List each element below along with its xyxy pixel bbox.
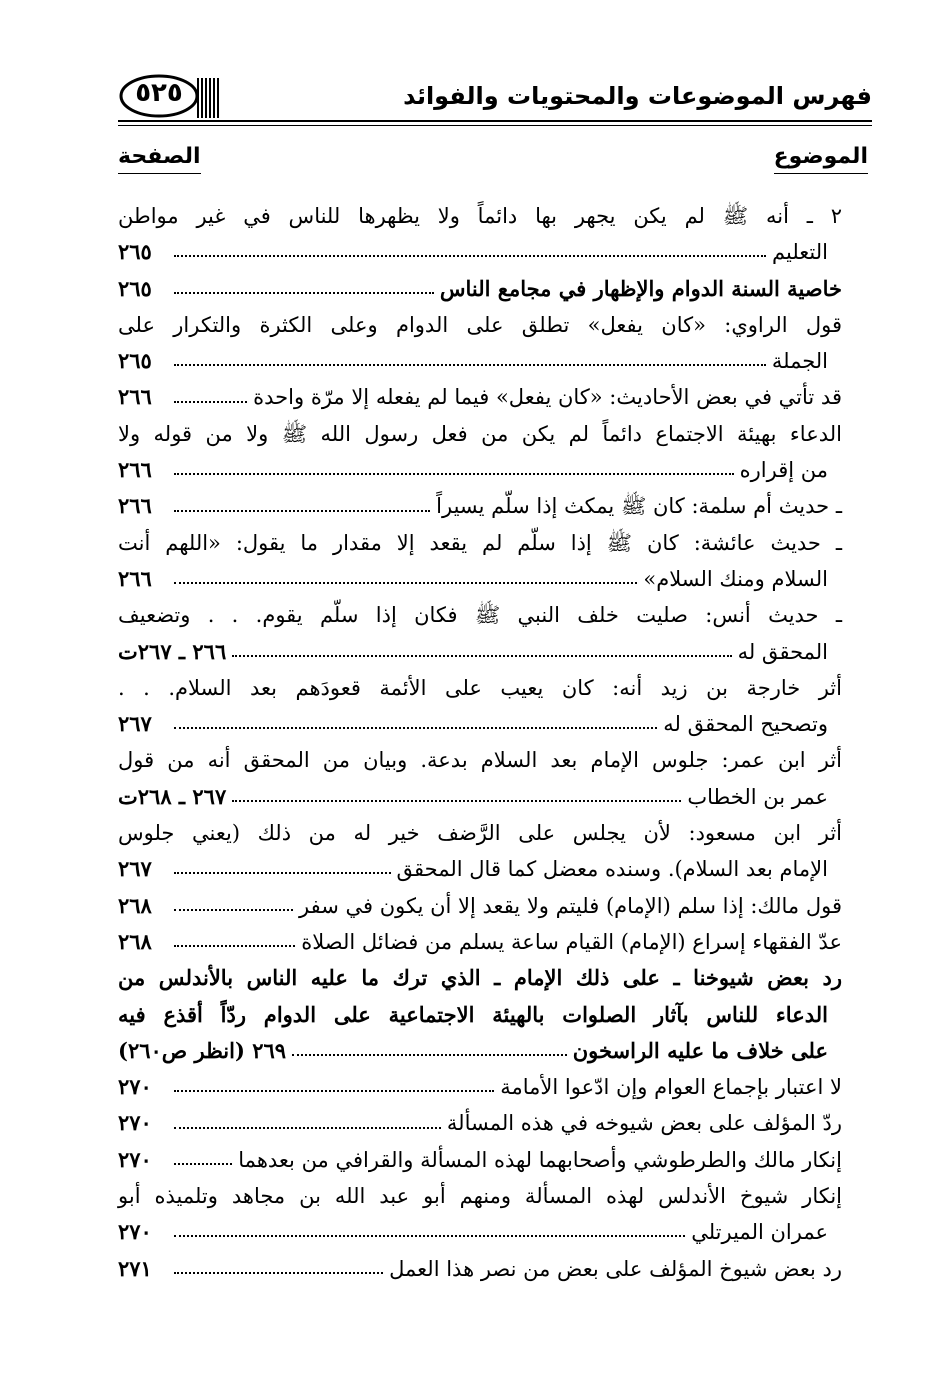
index-entry-line [118,960,842,996]
dot-leader [174,292,434,294]
entry-text: أثر خارجة بن زيد أنه: كان يعيب على الأئمة قعودَهم بعد السلام. . . [118,675,842,700]
dot-leader [174,510,430,512]
index-entry-line [118,561,842,597]
entry-page-number: ٢٦٨ [118,892,152,918]
index-entry [118,1251,842,1287]
entry-page-number: ٢٦٧ [118,711,152,737]
dot-leader [174,401,247,403]
index-entry [118,1178,842,1251]
index-entry [118,525,842,598]
index-entry-line [118,307,842,343]
page-number-badge [118,72,218,120]
dot-leader [174,473,734,475]
index-entry-line [118,597,842,633]
index-entry-line [118,452,842,488]
dot-leader [174,1235,685,1237]
dot-leader [174,255,766,257]
index-entry [118,1142,842,1178]
entry-page-number: ٢٦٥ [118,348,152,374]
entry-text: الجملة [771,349,828,374]
index-entry [118,416,842,489]
index-entry-line [118,924,842,960]
entry-page-number: ٢٦٧ ـ ٢٦٨ت [118,783,227,809]
entry-page-number: ٢٧٠ [118,1219,152,1245]
entry-text: الدعاء للناس بآثار الصلوات بالهيئة الاجتماعية على الدوام ردّاً أقذع فيه [118,1001,828,1027]
index-entries [118,198,842,1287]
dot-leader [174,1127,441,1129]
index-entry [118,1069,842,1105]
index-entry-line [118,634,842,670]
index-entry-line [118,234,842,270]
column-header-topic-label: الموضوع [773,144,868,169]
entry-text: إنكار مالك والطرطوشي وأصحابهما لهذه المسألة والقرافي من بعدهما [238,1147,842,1172]
entry-page-number: ٢٧٠ [118,1146,152,1172]
dot-leader [232,655,731,657]
entry-text: ردّ المؤلف على بعض شيوخه في هذه المسألة [446,1111,842,1136]
entry-text: عدّ الفقهاء إسراع (الإمام) القيام ساعة يسلم من فضائل الصلاة [301,929,842,954]
index-entry [118,670,842,743]
index-entry-line [118,706,842,742]
index-entry-line [118,888,842,924]
entry-text: على خلاف ما عليه الراسخون [572,1037,828,1063]
index-entry [118,1105,842,1141]
entry-page-number: ٢٦٦ [118,493,152,519]
entry-page-number: ٢٧٠ [118,1110,152,1136]
index-entry-line [118,997,842,1033]
entry-page-number: ٢٦٦ ـ ٢٦٧ت [118,638,227,664]
column-header-page-label: الصفحة [118,144,201,169]
index-entry [118,888,842,924]
entry-page-number: ٢٦٥ [118,275,152,301]
index-entry-line [118,379,842,415]
index-entry-line [118,271,842,307]
entry-text: عمر بن الخطاب [687,784,828,809]
index-entry-line [118,779,842,815]
index-entry-line [118,1214,842,1250]
header-rule-thin [118,125,872,126]
entry-page-number: ٢٧٠ [118,1074,152,1100]
entry-text: من إقراره [739,458,828,483]
dot-leader [292,1054,567,1056]
entry-page-number: ٢٦٩ (انظر ص٢٦٠) [118,1037,287,1063]
entry-text: ـ حديث أم سلمة: كان ﷺ يمكث إذا سلّم يسيراً [436,494,842,519]
dot-leader [232,800,681,802]
entry-text: إنكار شيوخ الأندلس لهذه المسألة ومنهم أبو عبد الله بن مجاهد وتلميذه أبو [118,1184,842,1209]
index-entry-line [118,416,842,452]
entry-page-number: ٢٦٧ [118,856,152,882]
header-rule [118,120,872,122]
entry-text: السلام ومنك السلام» [643,566,828,591]
entry-page-number: ٢٦٦ [118,384,152,410]
entry-text: الدعاء بهيئة الاجتماع دائماً لم يكن من فعل رسول الله ﷺ ولا من قوله ولا [118,421,842,446]
dot-leader [174,909,293,911]
entry-text: المحقق له [737,639,828,664]
index-entry-line [118,1069,842,1105]
index-entry [118,198,842,271]
entry-text: قول مالك: إذا سلم (الإمام) فليتم ولا يقعد إلا أن يكون في سفر [299,893,842,918]
column-header-page [118,144,201,174]
index-entry [118,742,842,815]
entry-text: قول الراوي: «كان يفعل» تطلق على الدوام وعلى الكثرة والتكرار على [118,312,842,337]
entry-page-number: ٢٦٦ [118,457,152,483]
column-header-topic [774,144,868,174]
index-entry [118,960,842,1069]
index-entry [118,379,842,415]
entry-text: أثر ابن عمر: جلوس الإمام بعد السلام بدعة. وبيان من المحقق أنه من قول [118,748,842,773]
index-entry [118,488,842,524]
index-entry [118,271,842,307]
dot-leader [174,582,637,584]
entry-text: الإمام بعد السلام). وسنده معضل كما قال المحقق [396,857,828,882]
entry-text: ٢ ـ أنه ﷺ لم يكن يجهر بها دائماً ولا يظهرها للناس في غير مواطن [118,204,842,228]
index-entry-line [118,525,842,561]
entry-text: أثر ابن مسعود: لأن يجلس على الرَّضف خير له من ذلك (يعني جلوس [118,821,842,846]
entry-text: ـ حديث عائشة: كان ﷺ إذا سلّم لم يقعد إلا مقدار ما يقول: «اللهم أنت [118,530,842,555]
index-entry-line [118,742,842,778]
entry-text: عمران الميرتلي [691,1220,828,1245]
entry-text: وتصحيح المحقق له [663,712,828,737]
entry-text: خاصية السنة الدوام والإظهار في مجامع الناس [439,275,842,301]
entry-page-number: ٢٦٥ [118,239,152,265]
entry-page-number: ٢٦٦ [118,565,152,591]
page-number: ٥٢٥ [135,78,183,108]
index-entry-line [118,1178,842,1214]
entry-text: رد بعض شيوخ المؤلف على بعض من نصر هذا العمل [389,1256,842,1281]
index-entry-line [118,198,842,234]
dot-leader [174,727,657,729]
entry-text: قد تأتي في بعض الأحاديث: «كان يفعل» فيما لم يفعله إلا مرّة واحدة [253,385,842,410]
index-entry [118,924,842,960]
column-header-underline [118,173,201,174]
entry-text: لا اعتبار بإجماع العوام وإن ادّعوا الأمامة [500,1075,842,1100]
index-entry [118,307,842,380]
index-entry-line [118,1033,842,1069]
entry-page-number: ٢٧١ [118,1255,152,1281]
index-entry-line [118,851,842,887]
index-entry-line [118,1105,842,1141]
index-entry-line [118,1142,842,1178]
running-title: فهرس الموضوعات والمحتويات والفوائد [403,82,872,110]
dot-leader [174,364,766,366]
dot-leader [174,872,391,874]
index-entry-line [118,815,842,851]
index-entry-line [118,1251,842,1287]
entry-text: رد بعض شيوخنا ـ على ذلك الإمام ـ الذي ترك ما عليه الناس بالأندلس من [118,965,842,991]
index-entry-line [118,670,842,706]
dot-leader [174,1090,494,1092]
entry-page-number: ٢٦٨ [118,928,152,954]
index-entry-line [118,343,842,379]
entry-text: ـ حديث أنس: صليت خلف النبي ﷺ فكان إذا سلّم يقوم. . . وتضعيف [118,603,842,628]
index-entry [118,597,842,670]
column-header-underline [774,173,868,174]
index-entry [118,815,842,888]
entry-text: التعليم [772,240,828,265]
dot-leader [174,1163,232,1165]
index-entry-line [118,488,842,524]
dot-leader [174,1272,383,1274]
dot-leader [174,945,295,947]
